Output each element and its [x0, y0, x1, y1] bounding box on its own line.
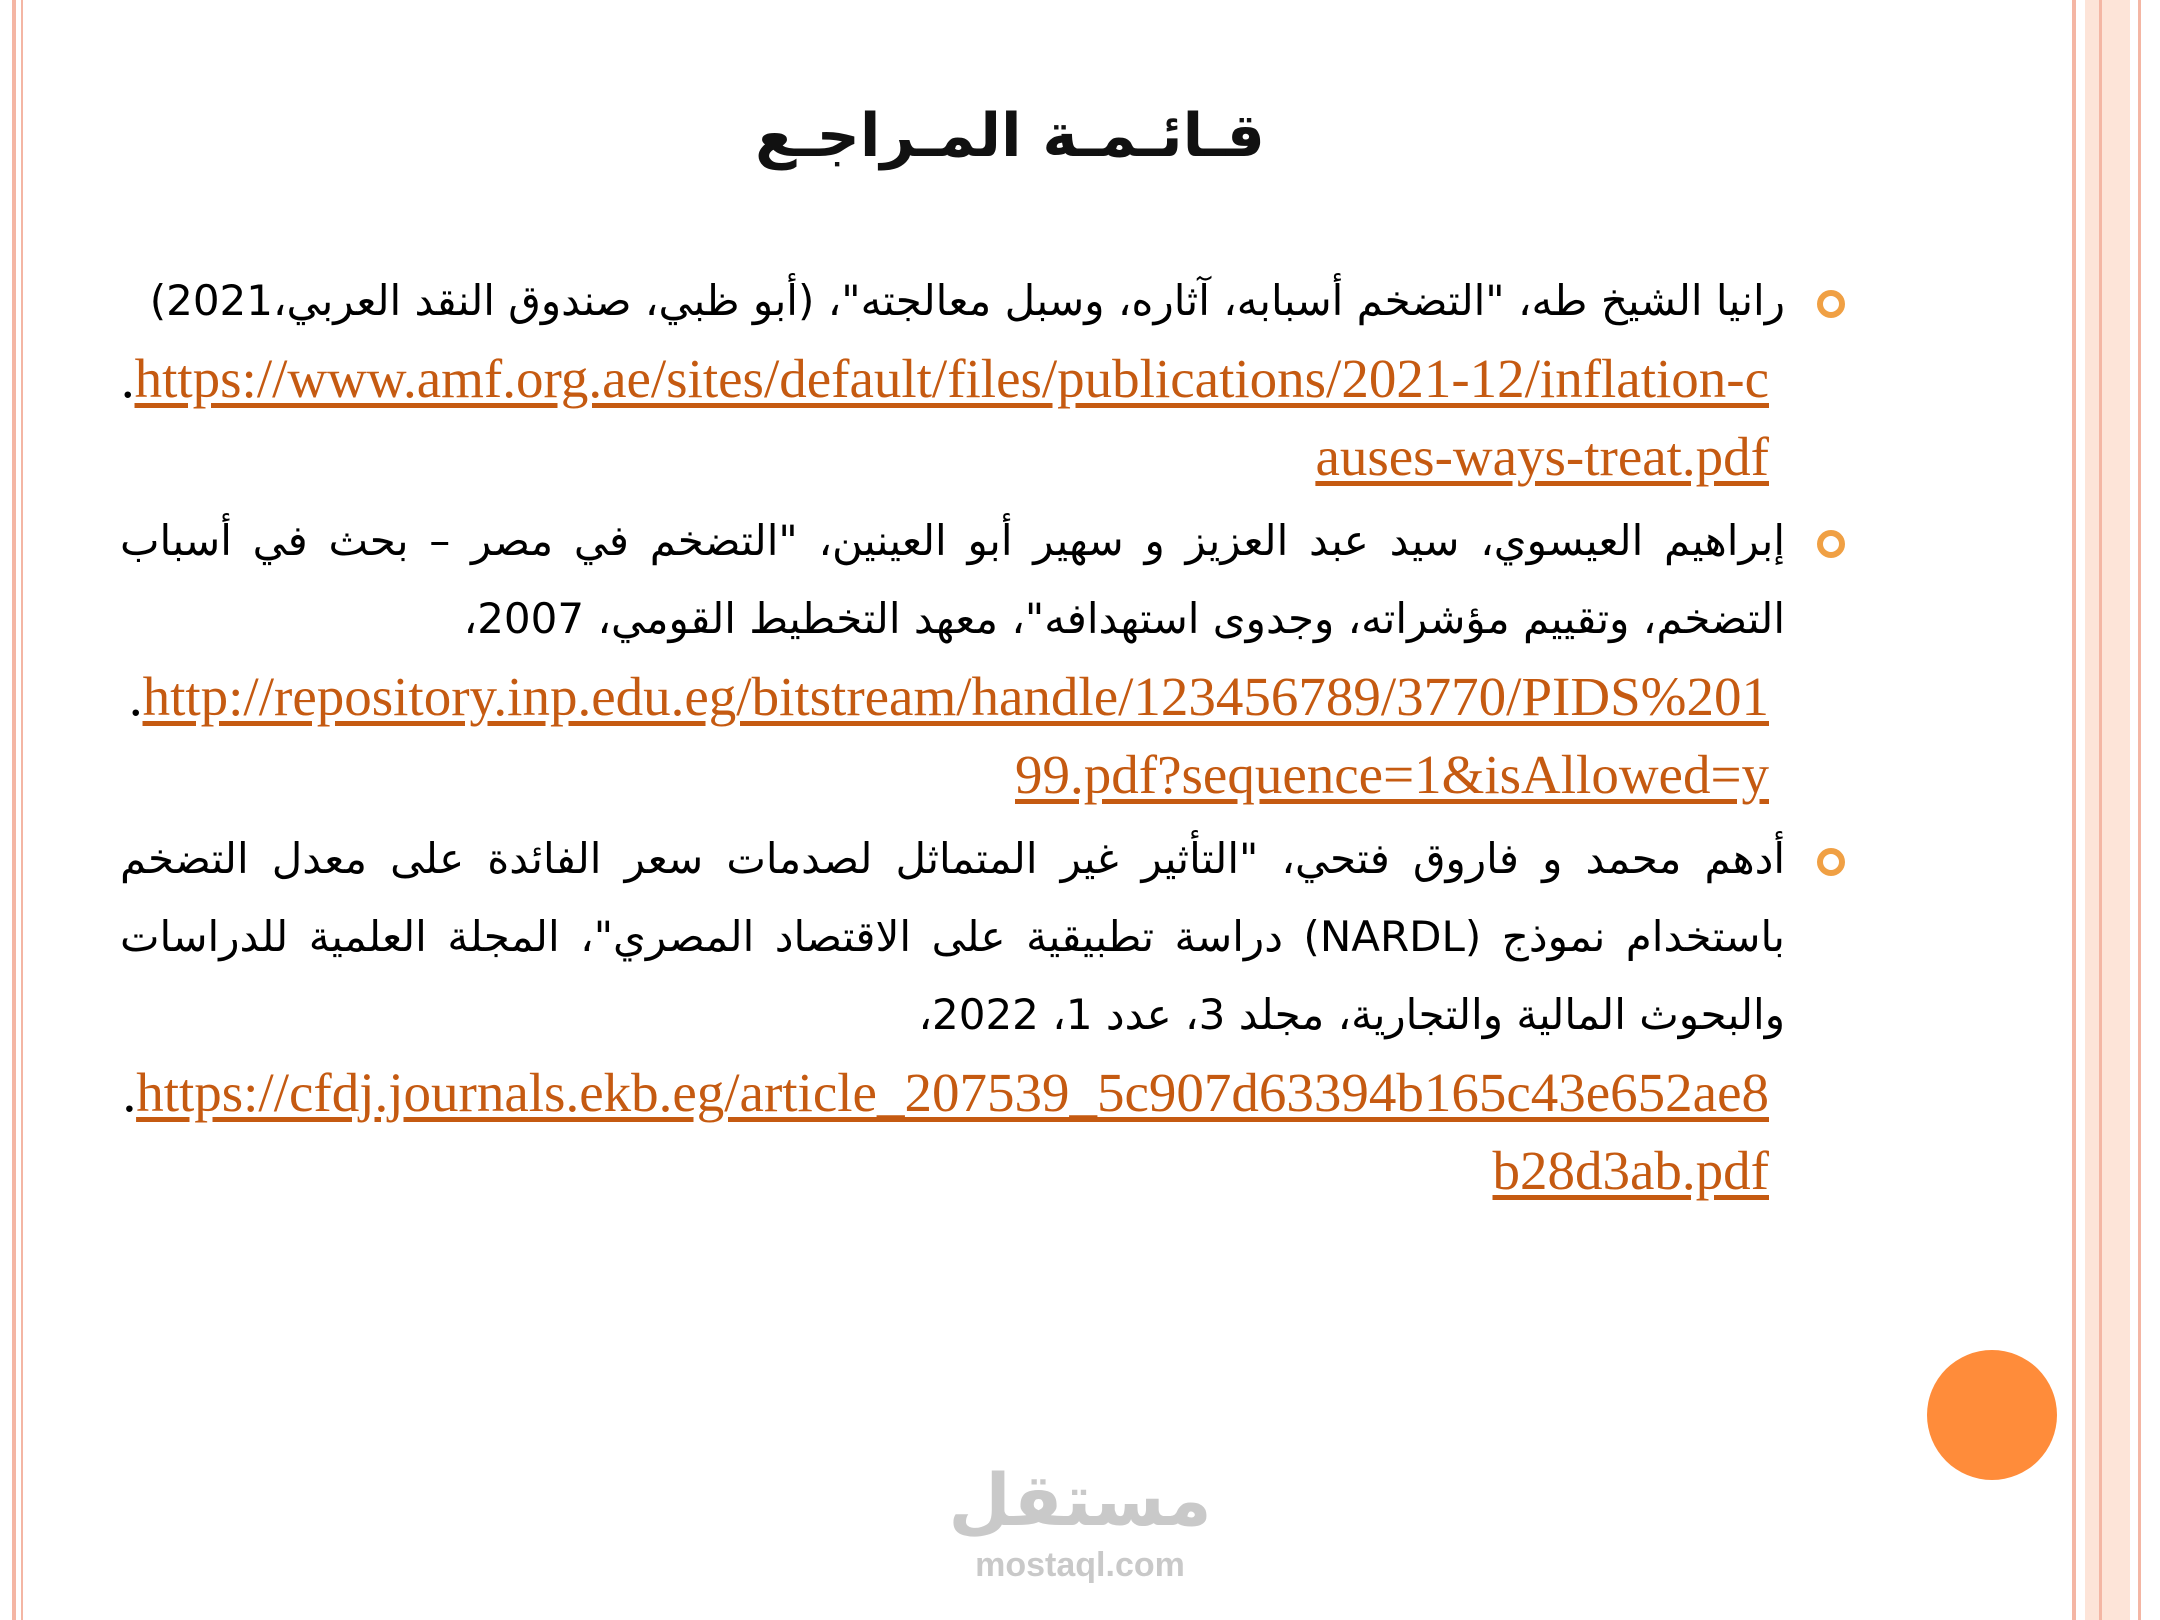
reference-link[interactable]: https://cfdj.journals.ekb.eg/article_207539_5c907d63394b165c43e652ae8b28d3ab.pdf — [136, 1062, 1769, 1201]
trailing-period: . — [122, 1062, 137, 1123]
frame-line-left — [12, 0, 16, 1620]
watermark-logo: مستقل — [948, 1458, 1212, 1542]
reference-link-block — [120, 340, 1785, 496]
watermark-domain: mostaql.com — [975, 1546, 1185, 1584]
frame-line-right-outer — [2138, 0, 2141, 1620]
reference-item — [120, 502, 1785, 814]
decorative-circle — [1927, 1350, 2057, 1480]
frame-band-right — [2085, 0, 2130, 1620]
reference-item — [120, 262, 1785, 496]
reference-text: رانيا الشيخ طه، "التضخم أسبابه، آثاره، وسبل معالجته"، (أبو ظبي، صندوق النقد العربي،2021) — [149, 276, 1785, 325]
frame-line-left-inner — [21, 0, 23, 1620]
reference-link-block — [120, 1054, 1785, 1210]
bullet-icon — [1817, 848, 1845, 876]
reference-text: أدهم محمد و فاروق فتحي، "التأثير غير المتماثل لصدمات سعر الفائدة على معدل التضخم باستخدام نموذج (NARDL) دراسة تطبيقية على الاقتصاد المصري"، المجلة العلمية للدراسات والبحوث المالية والتجارية، مجلد 3، عدد 1، 2022، — [120, 834, 1785, 1039]
reference-link[interactable]: http://repository.inp.edu.eg/bitstream/handle/123456789/3770/PIDS%20199.pdf?sequence=1&isAllowed=y — [142, 666, 1769, 805]
bullet-icon — [1817, 530, 1845, 558]
reference-link[interactable]: https://www.amf.org.ae/sites/default/files/publications/2021-12/inflation-causes-ways-treat.pdf — [134, 348, 1769, 487]
frame-line-right-inner — [2099, 0, 2102, 1620]
trailing-period: . — [120, 348, 135, 409]
reference-text: إبراهيم العيسوي، سيد عبد العزيز و سهير أبو العينين، "التضخم في مصر – بحث في أسباب التضخم، وتقييم مؤشراته، وجدوى استهدافه"، معهد التخطيط القومي، 2007، — [120, 516, 1785, 643]
reference-item — [120, 820, 1785, 1210]
slide-title: قـائـمـة المـراجـع — [755, 101, 1265, 171]
watermark — [935, 1455, 1225, 1585]
reference-list — [120, 262, 1785, 1216]
reference-link-block — [120, 658, 1785, 814]
bullet-icon — [1817, 290, 1845, 318]
frame-line-right — [2072, 0, 2076, 1620]
trailing-period: . — [128, 666, 143, 727]
